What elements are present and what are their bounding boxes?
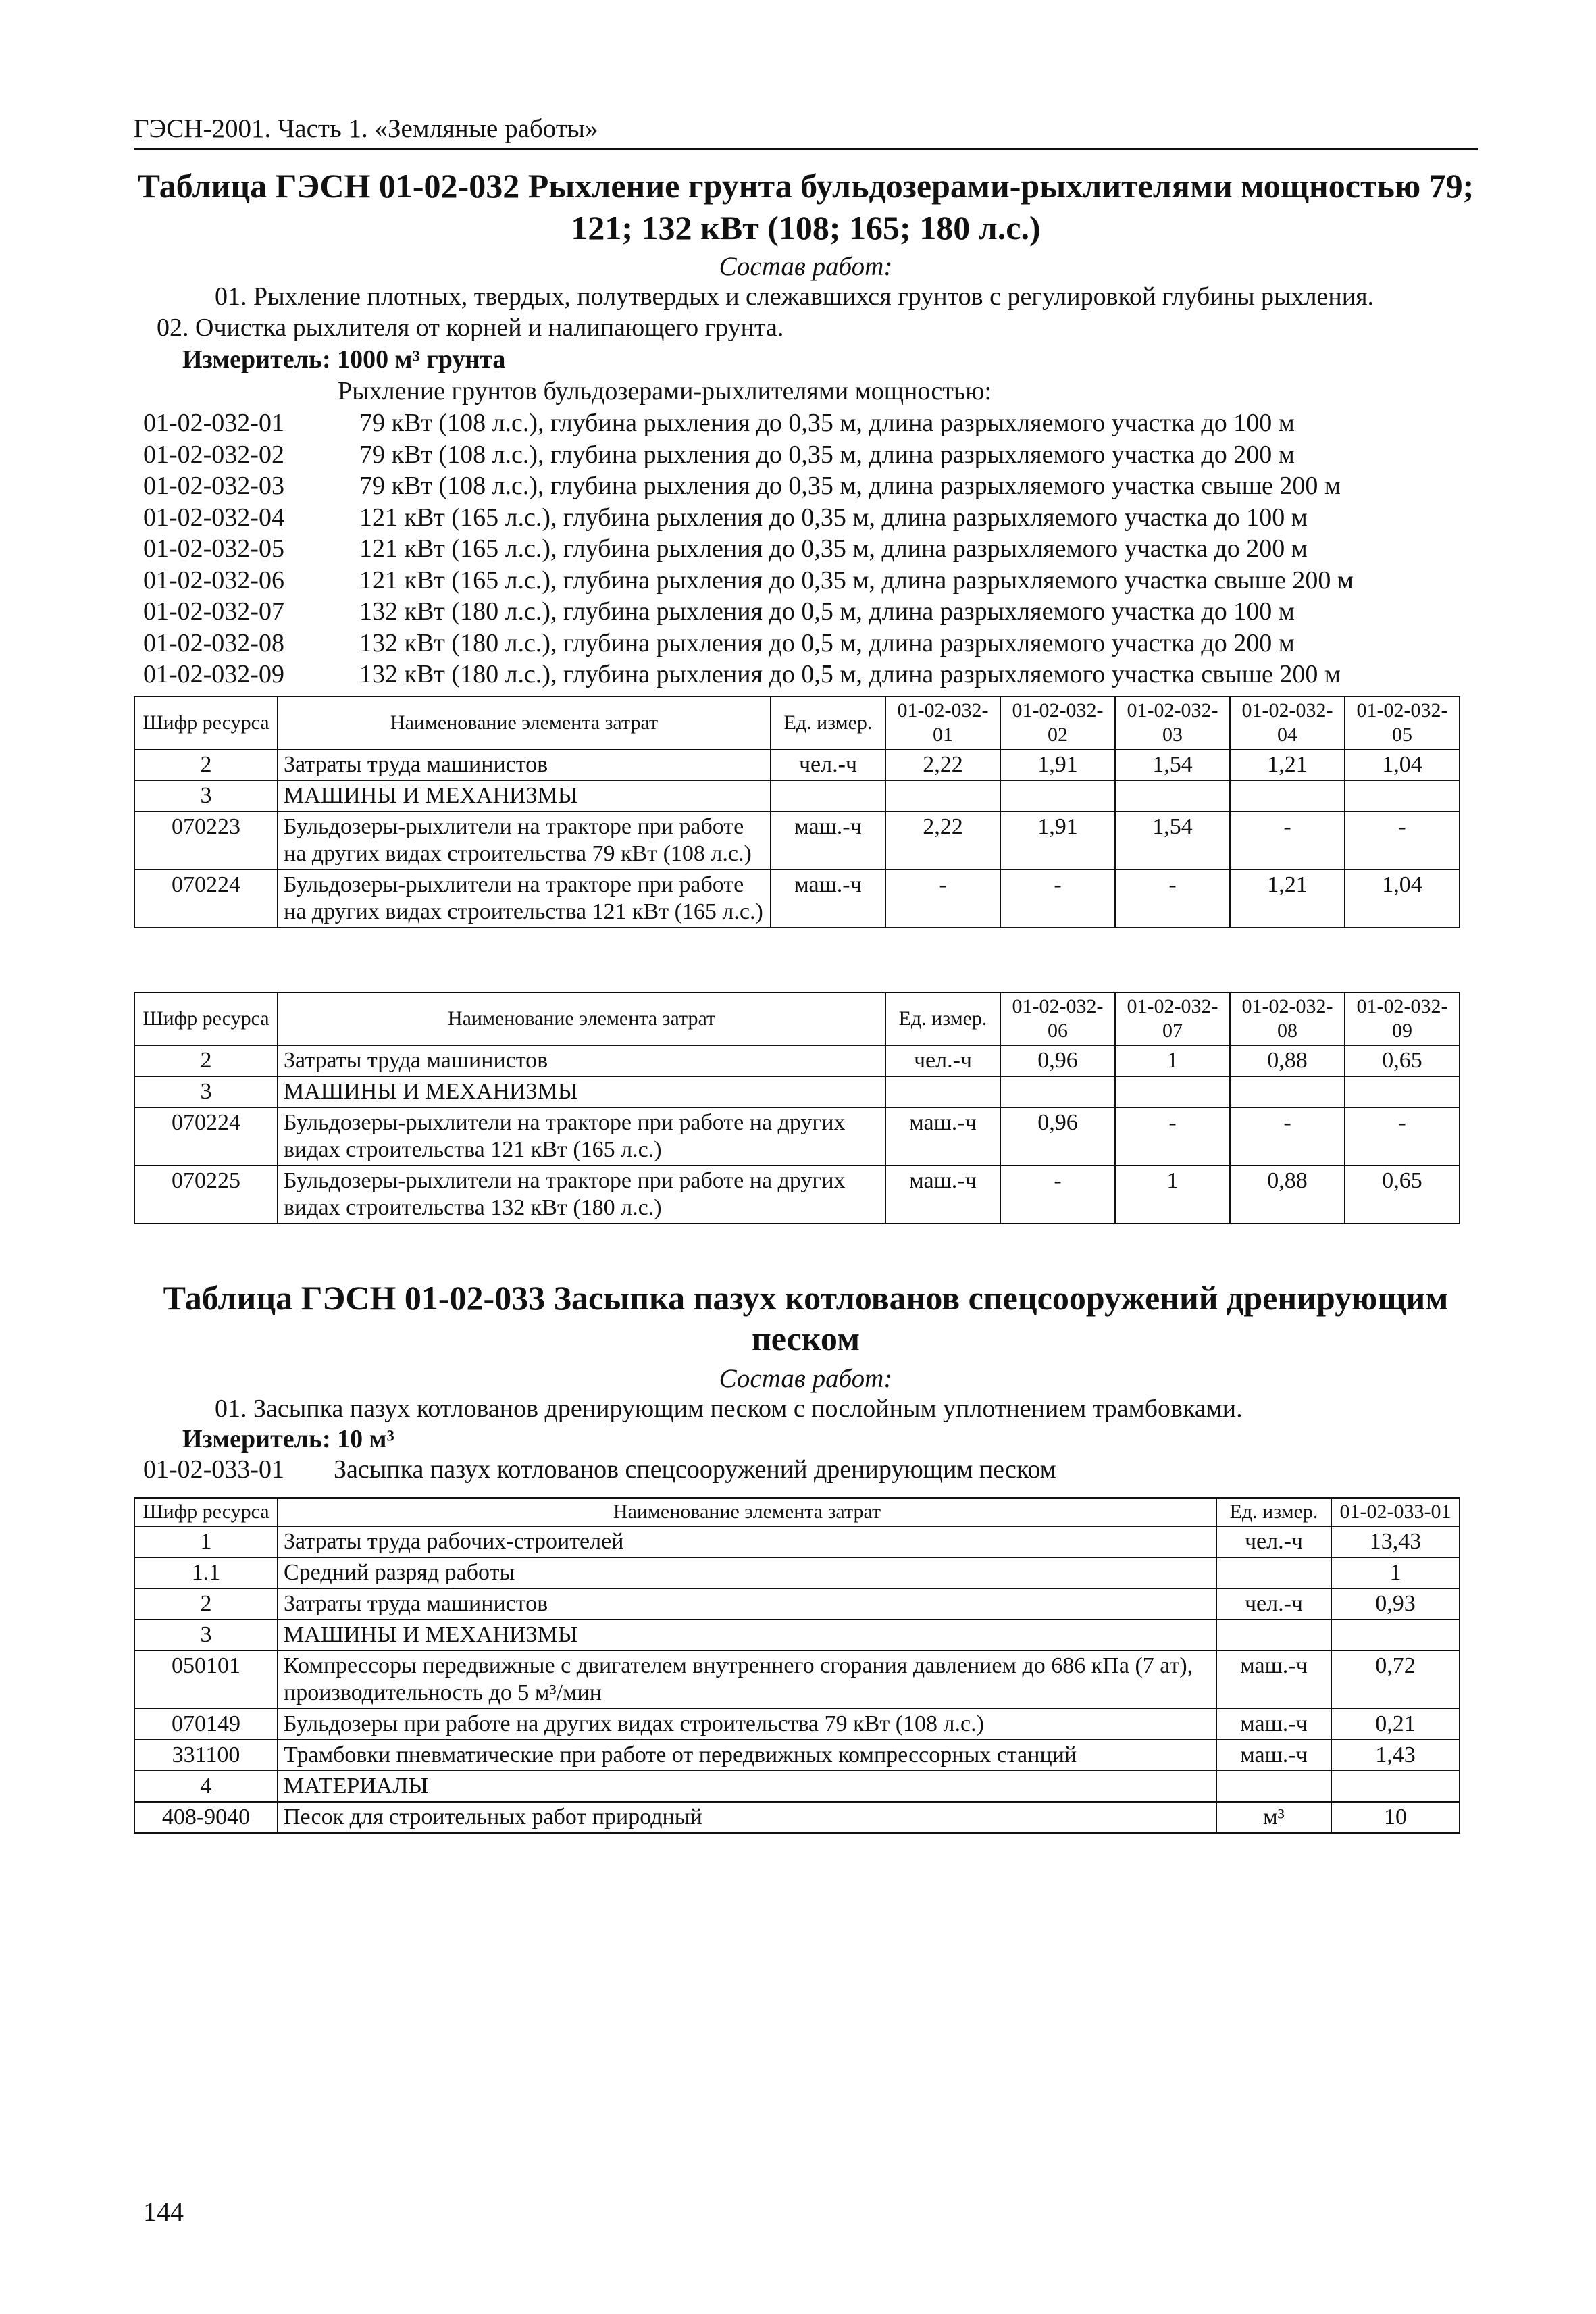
cell-value: 0,93 [1331, 1588, 1460, 1619]
table-row [134, 1771, 1460, 1802]
variant-code: 01-02-032-01 [143, 409, 284, 437]
table-row [134, 1619, 1460, 1651]
variant-code: 01-02-032-09 [143, 660, 284, 688]
variant-text: 121 кВт (165 л.с.), глубина рыхления до 0,35 м, длина разрыхляемого участка до 100 м [359, 503, 1308, 532]
cell-name: Компрессоры передвижные с двигателем внутреннего сгорания давлением до 686 кПа (7 ат), производительность до 5 м³/мин [278, 1651, 1216, 1709]
cell-name: Трамбовки пневматические при работе от передвижных компрессорных станций [278, 1740, 1216, 1771]
cell-name: МАТЕРИАЛЫ [278, 1771, 1216, 1802]
col-header-code: Шифр ресурса [134, 697, 278, 749]
cell-code: 070149 [134, 1709, 278, 1740]
table2-work-1: 01. Засыпка пазух котлованов дренирующим песком с послойным уплотнением трамбовками. [215, 1394, 1243, 1423]
cell-unit: маш.-ч [1216, 1651, 1331, 1709]
variant-code: 01-02-032-04 [143, 503, 284, 532]
table1-composition-label: Состав работ: [719, 252, 893, 281]
variant-text: 121 кВт (165 л.с.), глубина рыхления до 0,35 м, длина разрыхляемого участка свыше 200 м [359, 565, 1354, 595]
variant-row [143, 628, 1354, 659]
cell-code: 2 [134, 1045, 278, 1076]
variant-row [143, 533, 1354, 565]
cell-code: 1.1 [134, 1557, 278, 1588]
table-header-row [134, 697, 1460, 749]
table-row [134, 1709, 1460, 1740]
variant-row [143, 596, 1354, 628]
variant-text: 121 кВт (165 л.с.), глубина рыхления до 0,35 м, длина разрыхляемого участка до 200 м [359, 534, 1308, 563]
cell-value: 10 [1331, 1802, 1460, 1833]
cell-value: 2,22 [885, 811, 1000, 870]
variant-code: 01-02-032-03 [143, 472, 284, 500]
table-row [134, 870, 1460, 928]
cell-value: 1,91 [1000, 749, 1115, 780]
col-header-unit: Ед. измер. [771, 697, 885, 749]
cell-name: Бульдозеры-рыхлители на тракторе при работе на других видах строительства 79 кВт (108 л.с.) [278, 811, 771, 870]
cell-value [1345, 1076, 1460, 1107]
table-row [134, 1588, 1460, 1619]
cell-value [1230, 780, 1345, 811]
cell-name: Затраты труда рабочих-строителей [278, 1526, 1216, 1557]
variant-code: 01-02-032-08 [143, 628, 284, 657]
cell-value [1331, 1771, 1460, 1802]
variant-row [143, 659, 1354, 690]
cell-value [1331, 1619, 1460, 1651]
col-header-variant: 01-02-032-04 [1230, 697, 1345, 749]
cell-unit: чел.-ч [1216, 1588, 1331, 1619]
cell-unit [1216, 1619, 1331, 1651]
cell-value: 1,04 [1345, 870, 1460, 928]
cell-value: 0,88 [1230, 1165, 1345, 1224]
resource-table-032-part-b [134, 992, 1460, 1224]
cell-value: 2,22 [885, 749, 1000, 780]
cell-value: - [1000, 1165, 1115, 1224]
table-header-row [134, 992, 1460, 1045]
cell-value: 0,21 [1331, 1709, 1460, 1740]
col-header-variant: 01-02-032-02 [1000, 697, 1115, 749]
table1-subhead: Рыхление грунтов бульдозерами-рыхлителями мощностью: [338, 377, 992, 405]
cell-value: 0,88 [1230, 1045, 1345, 1076]
col-header-variant: 01-02-032-06 [1000, 992, 1115, 1045]
cell-unit [1216, 1771, 1331, 1802]
col-header-name: Наименование элемента затрат [278, 992, 885, 1045]
col-header-name: Наименование элемента затрат [278, 1498, 1216, 1526]
cell-unit: маш.-ч [771, 870, 885, 928]
cell-code: 331100 [134, 1740, 278, 1771]
cell-value: 13,43 [1331, 1526, 1460, 1557]
cell-code: 3 [134, 1619, 278, 1651]
cell-value: 1,54 [1115, 811, 1230, 870]
cell-value: 1 [1331, 1557, 1460, 1588]
cell-code: 050101 [134, 1651, 278, 1709]
col-header-variant: 01-02-032-05 [1345, 697, 1460, 749]
cell-unit: чел.-ч [1216, 1526, 1331, 1557]
cell-name: Бульдозеры-рыхлители на тракторе при работе на других видах строительства 121 кВт (165 л.с.) [278, 1107, 885, 1165]
cell-name: Затраты труда машинистов [278, 1588, 1216, 1619]
cell-value: - [885, 870, 1000, 928]
cell-code: 2 [134, 749, 278, 780]
cell-value [1000, 1076, 1115, 1107]
cell-name: Бульдозеры-рыхлители на тракторе при работе на других видах строительства 132 кВт (180 л.с.) [278, 1165, 885, 1224]
variant-code: 01-02-032-05 [143, 534, 284, 563]
table-row [134, 1076, 1460, 1107]
cell-unit: маш.-ч [1216, 1740, 1331, 1771]
variant-text: 79 кВт (108 л.с.), глубина рыхления до 0,35 м, длина разрыхляемого участка до 100 м [359, 409, 1295, 437]
cell-value [1000, 780, 1115, 811]
cell-value [1115, 780, 1230, 811]
variant-code: 01-02-032-06 [143, 565, 284, 595]
col-header-variant: 01-02-032-01 [885, 697, 1000, 749]
variant-code: 01-02-032-02 [143, 440, 284, 469]
cell-unit: маш.-ч [771, 811, 885, 870]
variant-row [143, 407, 1354, 439]
table-row [134, 780, 1460, 811]
table-row [134, 1526, 1460, 1557]
cell-code: 1 [134, 1526, 278, 1557]
cell-unit: чел.-ч [885, 1045, 1000, 1076]
table-header-row [134, 1498, 1460, 1526]
cell-name: Затраты труда машинистов [278, 1045, 885, 1076]
cell-value: - [1345, 811, 1460, 870]
cell-value: 1,21 [1230, 870, 1345, 928]
variant-text: 132 кВт (180 л.с.), глубина рыхления до 0,5 м, длина разрыхляемого участка до 200 м [359, 628, 1295, 657]
table-row [134, 1802, 1460, 1833]
variant-code: 01-02-033-01 [143, 1455, 284, 1484]
variant-row [143, 502, 1354, 534]
cell-code: 070224 [134, 1107, 278, 1165]
variant-code: 01-02-032-07 [143, 597, 284, 626]
table-row [134, 1165, 1460, 1224]
table1-variant-list [143, 407, 1354, 690]
cell-value: 1,91 [1000, 811, 1115, 870]
cell-unit [771, 780, 885, 811]
col-header-unit: Ед. измер. [885, 992, 1000, 1045]
cell-value: - [1345, 1107, 1460, 1165]
cell-name: Песок для строительных работ природный [278, 1802, 1216, 1833]
cell-name: Затраты труда машинистов [278, 749, 771, 780]
col-header-name: Наименование элемента затрат [278, 697, 771, 749]
variant-text: 132 кВт (180 л.с.), глубина рыхления до 0,5 м, длина разрыхляемого участка до 100 м [359, 597, 1295, 626]
table2-title-line2: песком [751, 1319, 860, 1357]
cell-value: 1 [1115, 1165, 1230, 1224]
cell-code: 070225 [134, 1165, 278, 1224]
table-row [134, 1045, 1460, 1076]
cell-code: 070224 [134, 870, 278, 928]
cell-value: 0,65 [1345, 1045, 1460, 1076]
cell-value: 0,65 [1345, 1165, 1460, 1224]
col-header-code: Шифр ресурса [134, 1498, 278, 1526]
table-row [134, 811, 1460, 870]
cell-value: 1,04 [1345, 749, 1460, 780]
cell-name: МАШИНЫ И МЕХАНИЗМЫ [278, 1076, 885, 1107]
cell-unit: чел.-ч [771, 749, 885, 780]
table2-measurer: Измеритель: 10 м³ [182, 1425, 394, 1453]
cell-name: Бульдозеры-рыхлители на тракторе при работе на других видах строительства 121 кВт (165 л.с.) [278, 870, 771, 928]
table-row [134, 1557, 1460, 1588]
variant-row [143, 565, 1354, 597]
cell-unit: маш.-ч [885, 1165, 1000, 1224]
table2-variant-list [143, 1454, 1056, 1486]
cell-value: 1,21 [1230, 749, 1345, 780]
running-header: ГЭСН-2001. Часть 1. «Земляные работы» [134, 114, 1478, 150]
cell-value: 0,72 [1331, 1651, 1460, 1709]
cell-code: 2 [134, 1588, 278, 1619]
cell-code: 070223 [134, 811, 278, 870]
cell-value: - [1230, 1107, 1345, 1165]
table-row [134, 1107, 1460, 1165]
cell-unit [885, 1076, 1000, 1107]
cell-value: 1 [1115, 1045, 1230, 1076]
col-header-unit: Ед. измер. [1216, 1498, 1331, 1526]
cell-value: - [1230, 811, 1345, 870]
table2-composition-label: Состав работ: [719, 1364, 893, 1393]
col-header-variant: 01-02-032-07 [1115, 992, 1230, 1045]
variant-text: 79 кВт (108 л.с.), глубина рыхления до 0,35 м, длина разрыхляемого участка свыше 200 м [359, 472, 1341, 500]
cell-code: 4 [134, 1771, 278, 1802]
cell-code: 3 [134, 1076, 278, 1107]
cell-value: 1,54 [1115, 749, 1230, 780]
table2-title-line1: Таблица ГЭСН 01-02-033 Засыпка пазух котлованов спецсооружений дренирующим [163, 1279, 1449, 1317]
cell-value: - [1115, 1107, 1230, 1165]
col-header-variant: 01-02-032-08 [1230, 992, 1345, 1045]
variant-row [143, 470, 1354, 502]
cell-unit: маш.-ч [1216, 1709, 1331, 1740]
variant-row [143, 1454, 1056, 1486]
cell-name: МАШИНЫ И МЕХАНИЗМЫ [278, 780, 771, 811]
cell-unit: м³ [1216, 1802, 1331, 1833]
cell-value [1230, 1076, 1345, 1107]
cell-value [1115, 1076, 1230, 1107]
col-header-variant: 01-02-033-01 [1331, 1498, 1460, 1526]
resource-table-032-part-a [134, 696, 1460, 928]
page-number: 144 [143, 2196, 184, 2227]
table-row [134, 1651, 1460, 1709]
resource-table-033 [134, 1497, 1460, 1834]
table1-title-line2: 121; 132 кВт (108; 165; 180 л.с.) [571, 209, 1041, 247]
cell-name: МАШИНЫ И МЕХАНИЗМЫ [278, 1619, 1216, 1651]
table1-title-line1: Таблица ГЭСН 01-02-032 Рыхление грунта бульдозерами-рыхлителями мощностью 79; [137, 167, 1474, 205]
cell-unit: маш.-ч [885, 1107, 1000, 1165]
cell-value [885, 780, 1000, 811]
variant-text: 132 кВт (180 л.с.), глубина рыхления до 0,5 м, длина разрыхляемого участка свыше 200 м [359, 660, 1341, 688]
table-row [134, 1740, 1460, 1771]
cell-code: 3 [134, 780, 278, 811]
table1-work-1: 01. Рыхление плотных, твердых, полутвердых и слежавшихся грунтов с регулировкой глубины рыхления. [215, 282, 1374, 311]
variant-row [143, 439, 1354, 471]
cell-value: 1,43 [1331, 1740, 1460, 1771]
cell-value: 0,96 [1000, 1107, 1115, 1165]
cell-value [1345, 780, 1460, 811]
variant-text: Засыпка пазух котлованов спецсооружений дренирующим песком [334, 1455, 1056, 1484]
cell-unit [1216, 1557, 1331, 1588]
col-header-variant: 01-02-032-09 [1345, 992, 1460, 1045]
cell-name: Средний разряд работы [278, 1557, 1216, 1588]
table1-work-2: 02. Очистка рыхлителя от корней и налипающего грунта. [157, 313, 784, 342]
table-row [134, 749, 1460, 780]
cell-value: - [1115, 870, 1230, 928]
cell-name: Бульдозеры при работе на других видах строительства 79 кВт (108 л.с.) [278, 1709, 1216, 1740]
cell-code: 408-9040 [134, 1802, 278, 1833]
col-header-variant: 01-02-032-03 [1115, 697, 1230, 749]
col-header-code: Шифр ресурса [134, 992, 278, 1045]
cell-value: 0,96 [1000, 1045, 1115, 1076]
variant-text: 79 кВт (108 л.с.), глубина рыхления до 0,35 м, длина разрыхляемого участка до 200 м [359, 440, 1295, 469]
table1-measurer: Измеритель: 1000 м³ грунта [182, 345, 506, 374]
cell-value: - [1000, 870, 1115, 928]
